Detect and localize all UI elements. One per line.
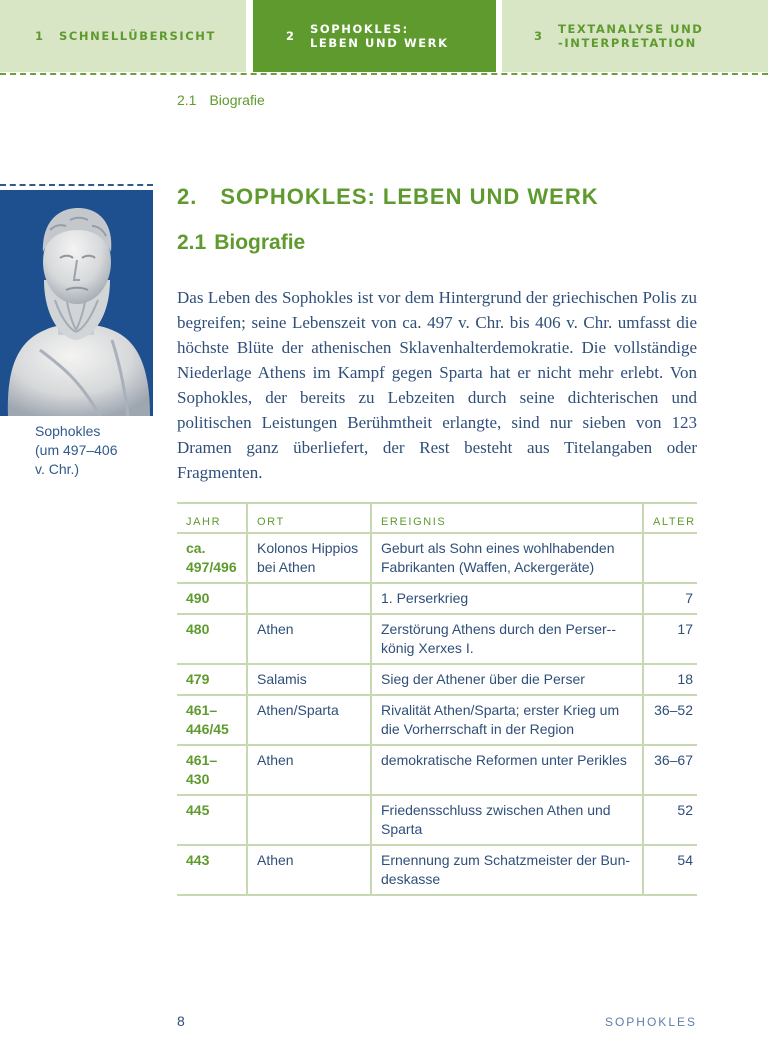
ort-cell: Athen xyxy=(247,614,371,664)
tab-number: 2 xyxy=(286,29,296,43)
table-row xyxy=(177,533,697,583)
table-header-row xyxy=(177,503,697,533)
alter-cell xyxy=(643,533,697,583)
ereignis-cell: Ernennung zum Schatzmeister der Bundeskasse xyxy=(371,845,643,895)
ereignis-cell: Geburt als Sohn eines wohlhabenden Fabrikanten (Waffen, Ackergeräte) xyxy=(371,533,643,583)
chapter-title: SOPHOKLES: LEBEN UND WERK xyxy=(220,184,599,209)
ereignis-cell: 1. Perserkrieg xyxy=(371,583,643,614)
chapter-number: 2. xyxy=(177,184,198,209)
table-row xyxy=(177,795,697,845)
page-number: 8 xyxy=(177,1013,185,1029)
bust-illustration xyxy=(0,190,153,416)
jahr-cell: 461–430 xyxy=(177,745,247,795)
jahr-cell: 479 xyxy=(177,664,247,695)
ort-cell: Athen xyxy=(247,845,371,895)
breadcrumb-label: Biografie xyxy=(209,92,265,108)
caption-line: v. Chr.) xyxy=(35,461,80,477)
ereignis-cell: Rivalität Athen/Sparta; erster Krieg um die Vorherrschaft in der Region xyxy=(371,695,643,745)
table-row xyxy=(177,614,697,664)
tab-label: TEXTANALYSE UND -INTERPRETATION xyxy=(558,22,704,50)
jahr-cell: 480 xyxy=(177,614,247,664)
section-title: Biografie xyxy=(214,231,306,254)
table-row xyxy=(177,583,697,614)
ort-cell: Salamis xyxy=(247,664,371,695)
header-jahr: JAHR xyxy=(177,503,247,533)
ereignis-cell: Zerstörung Athens durch den Perser-könig Xerxes I. xyxy=(371,614,643,664)
ort-cell xyxy=(247,583,371,614)
alter-cell: 36–67 xyxy=(643,745,697,795)
alter-cell: 18 xyxy=(643,664,697,695)
table-row xyxy=(177,664,697,695)
jahr-cell: 445 xyxy=(177,795,247,845)
alter-cell: 54 xyxy=(643,845,697,895)
ereignis-cell: demokratische Reformen unter Perikles xyxy=(371,745,643,795)
table-row xyxy=(177,745,697,795)
tab-number: 3 xyxy=(534,29,544,43)
running-title: SOPHOKLES xyxy=(604,1015,697,1029)
alter-cell: 52 xyxy=(643,795,697,845)
portrait-divider xyxy=(0,184,153,186)
sophokles-bust-image xyxy=(0,190,153,416)
header-ereignis: EREIGNIS xyxy=(371,503,643,533)
jahr-cell: 461–446/45 xyxy=(177,695,247,745)
ort-cell: Athen xyxy=(247,745,371,795)
tab-label: SOPHOKLES: LEBEN UND WERK xyxy=(310,22,449,50)
ereignis-cell: Friedensschluss zwischen Athen und Sparta xyxy=(371,795,643,845)
jahr-cell: 443 xyxy=(177,845,247,895)
body-paragraph: Das Leben des Sophokles ist vor dem Hintergrund der griechischen Polis zu begreifen; seine Lebenszeit von ca. 497 v. Chr. bis 406 v. Chr. umfasst die höchste Blüte der athenischen Sklavenhalterdemokratie. Die vollständige Niederlage Athens im Kampf gegen Sparta hat er nicht mehr erlebt. Von Sophokles, der bereits zu Lebzeiten durch seine dichterischen und politischen Leistungen Berühmtheit erlangte, sind nur sieben von 123 Dramen ganz überliefert, der Rest besteht aus Titelangaben oder Fragmenten. xyxy=(177,288,697,482)
alter-cell: 17 xyxy=(643,614,697,664)
alter-cell: 36–52 xyxy=(643,695,697,745)
tab-number: 1 xyxy=(35,29,45,43)
jahr-cell: ca. 497/496 xyxy=(177,533,247,583)
jahr-cell: 490 xyxy=(177,583,247,614)
chronology-table xyxy=(177,502,697,896)
table-row xyxy=(177,695,697,745)
caption-line: Sophokles xyxy=(35,423,101,439)
header-divider xyxy=(0,73,768,75)
section-heading xyxy=(177,231,305,255)
tab-schnelluebersicht[interactable] xyxy=(0,0,246,72)
tab-label: SCHNELLÜBERSICHT xyxy=(59,29,216,43)
header-alter: ALTER xyxy=(643,503,697,533)
portrait-caption xyxy=(35,422,145,479)
ort-cell xyxy=(247,795,371,845)
table-row xyxy=(177,845,697,895)
caption-line: (um 497–406 xyxy=(35,442,118,458)
ort-cell: Kolonos Hippios bei Athen xyxy=(247,533,371,583)
breadcrumb-number: 2.1 xyxy=(177,92,197,108)
alter-cell: 7 xyxy=(643,583,697,614)
tab-textanalyse[interactable] xyxy=(502,0,768,72)
chapter-heading xyxy=(177,184,599,210)
ereignis-cell: Sieg der Athener über die Perser xyxy=(371,664,643,695)
tab-sophokles-leben-und-werk[interactable] xyxy=(253,0,496,72)
section-number: 2.1 xyxy=(177,231,207,254)
ort-cell: Athen/Sparta xyxy=(247,695,371,745)
header-ort: ORT xyxy=(247,503,371,533)
breadcrumb xyxy=(177,92,265,108)
